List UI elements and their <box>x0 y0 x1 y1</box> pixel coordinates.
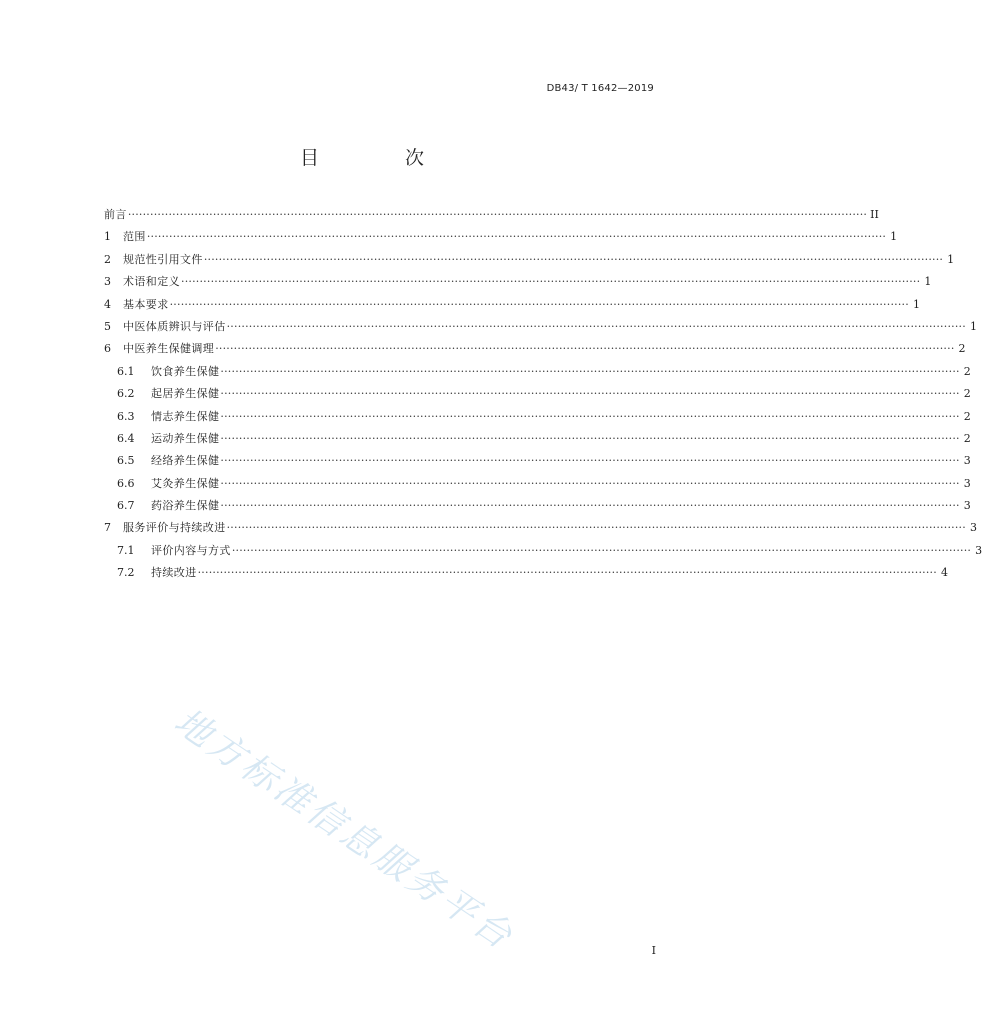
toc-entry-number: 6.2 <box>117 387 135 401</box>
toc-entry[interactable] <box>104 564 948 586</box>
toc-dot-leader: ········································································································································································································ <box>146 230 887 244</box>
toc-entry-number: 6.3 <box>117 409 135 423</box>
toc-entry-number: 7.1 <box>117 543 135 557</box>
toc-entry[interactable] <box>104 228 898 250</box>
toc-entry-number: 7.2 <box>117 566 135 580</box>
toc-entry-label: 起居养生保健 <box>151 387 220 401</box>
toc-entry-number: 2 <box>104 252 111 266</box>
toc-entry-page: 4 <box>940 566 948 580</box>
toc-dot-leader: ········································································································································································································ <box>169 297 909 311</box>
toc-entry[interactable] <box>104 519 977 541</box>
toc-entry-page: 2 <box>963 409 971 423</box>
toc-entry-label: 运动养生保健 <box>151 431 220 445</box>
toc-entry[interactable] <box>104 206 879 228</box>
toc-entry-page: 3 <box>963 476 971 490</box>
toc-entry-page: 2 <box>963 387 971 401</box>
toc-entry[interactable] <box>104 497 971 519</box>
toc-entry[interactable] <box>104 251 955 273</box>
toc-entry-page: 1 <box>947 252 955 266</box>
page-title: 目 次 <box>299 147 465 169</box>
toc-dot-leader: ········································································································································································································ <box>226 319 966 333</box>
toc-entry[interactable] <box>104 385 971 407</box>
toc-entry[interactable] <box>104 408 971 430</box>
toc-entry-label: 情志养生保健 <box>151 409 220 423</box>
toc-entry-page: 1 <box>890 230 898 244</box>
toc-entry-number: 6 <box>104 342 111 356</box>
toc-dot-leader: ········································································································································································································ <box>197 566 937 580</box>
toc-entry-label: 饮食养生保健 <box>151 364 220 378</box>
toc-entry-page: II <box>870 208 879 221</box>
toc-entry-label: 基本要求 <box>123 297 169 311</box>
toc-entry-page: 2 <box>958 342 966 356</box>
toc-entry[interactable] <box>104 296 920 318</box>
toc-dot-leader: ········································································································································································································ <box>215 342 955 356</box>
footer-page-number: I <box>651 944 656 957</box>
toc-entry-label: 评价内容与方式 <box>151 543 231 557</box>
toc-entry-number: 1 <box>104 230 111 244</box>
toc-dot-leader: ········································································································································································································ <box>226 521 966 535</box>
toc-entry[interactable] <box>104 452 971 474</box>
toc-entry-number: 5 <box>104 319 111 333</box>
toc-entry-number: 6.6 <box>117 476 135 490</box>
toc-entry-label: 服务评价与持续改进 <box>123 521 226 535</box>
toc-entry-page: 1 <box>912 297 920 311</box>
toc-entry-page: 3 <box>969 521 977 535</box>
toc-dot-leader: ········································································································································································································ <box>220 409 960 423</box>
toc-dot-leader: ········································································································································································································ <box>203 252 944 266</box>
toc-entry-number: 7 <box>104 521 111 535</box>
toc-dot-leader: ········································································································································································································ <box>127 208 868 221</box>
toc-entry[interactable] <box>104 363 971 385</box>
toc-entry-page: 3 <box>975 543 982 557</box>
toc-dot-leader: ········································································································································································································ <box>220 364 960 378</box>
toc-entry-number: 4 <box>104 297 111 311</box>
toc-entry-number: 6.1 <box>117 364 135 378</box>
toc-entry-page: 1 <box>969 319 977 333</box>
toc-entry[interactable] <box>104 430 971 452</box>
toc-entry-page: 3 <box>963 454 971 468</box>
toc-entry[interactable] <box>104 273 932 295</box>
toc-entry-label: 规范性引用文件 <box>123 252 203 266</box>
toc-dot-leader: ········································································································································································································ <box>220 476 960 490</box>
toc-dot-leader: ········································································································································································································ <box>220 431 960 445</box>
toc-entry-page: 3 <box>963 499 971 513</box>
toc-entry-number: 6.4 <box>117 431 135 445</box>
toc-entry[interactable] <box>104 340 966 362</box>
table-of-contents <box>104 206 982 587</box>
toc-dot-leader: ········································································································································································································ <box>231 543 972 557</box>
toc-entry[interactable] <box>104 542 982 564</box>
toc-entry-page: 1 <box>924 275 932 289</box>
toc-entry-page: 2 <box>963 431 971 445</box>
toc-entry-number: 6.7 <box>117 499 135 513</box>
toc-entry-label: 艾灸养生保健 <box>151 476 220 490</box>
toc-dot-leader: ········································································································································································································ <box>220 454 960 468</box>
toc-dot-leader: ········································································································································································································ <box>220 387 960 401</box>
toc-entry-label: 药浴养生保健 <box>151 499 220 513</box>
watermark: 地方标准信息服务平台 <box>166 700 522 959</box>
toc-entry[interactable] <box>104 318 977 340</box>
toc-entry-label: 中医养生保健调理 <box>123 342 215 356</box>
toc-entry-label: 经络养生保健 <box>151 454 220 468</box>
toc-entry-number: 6.5 <box>117 454 135 468</box>
toc-entry-label: 持续改进 <box>151 566 197 580</box>
toc-dot-leader: ········································································································································································································ <box>220 499 960 513</box>
toc-entry-page: 2 <box>963 364 971 378</box>
toc-entry-label: 中医体质辨识与评估 <box>123 319 226 333</box>
toc-entry-label: 范围 <box>123 230 146 244</box>
toc-entry[interactable] <box>104 475 971 497</box>
document-code: DB43/ T 1642—2019 <box>546 83 654 94</box>
toc-entry-label: 术语和定义 <box>123 275 180 289</box>
toc-dot-leader: ········································································································································································································ <box>181 275 921 289</box>
toc-entry-label: 前言 <box>104 208 127 221</box>
toc-entry-number: 3 <box>104 275 111 289</box>
